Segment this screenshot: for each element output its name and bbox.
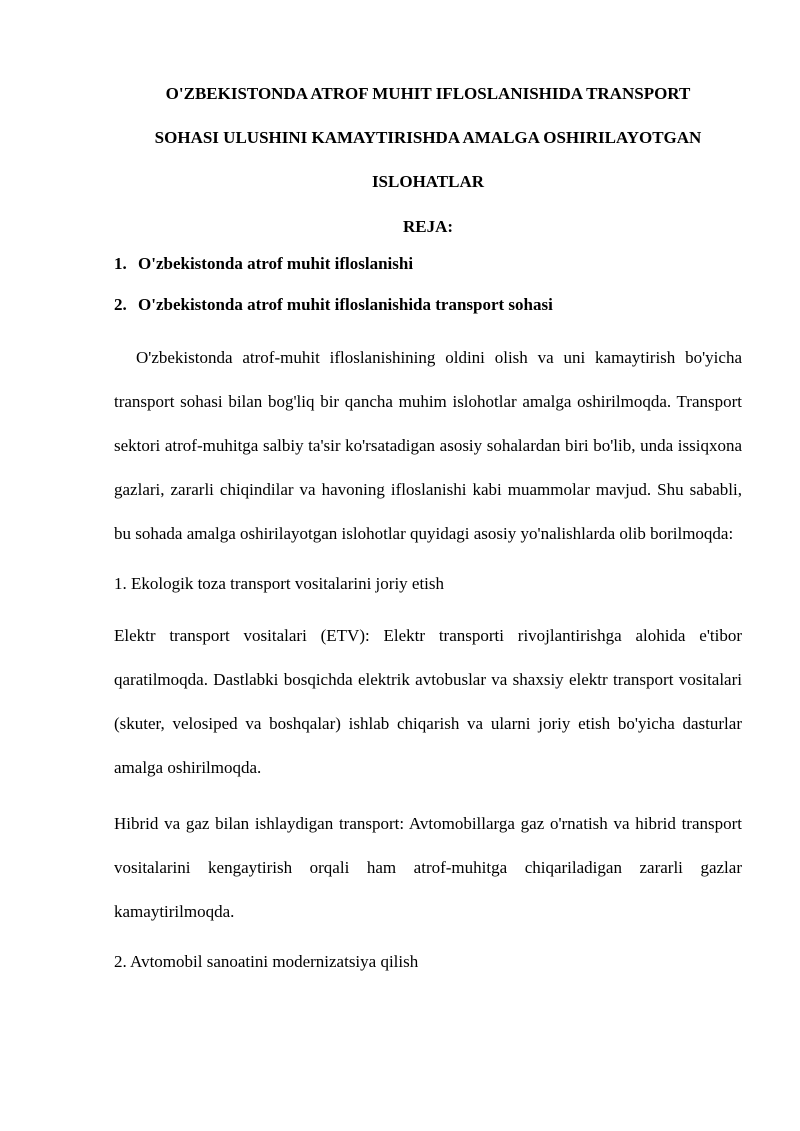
plan-item-number: 1. (114, 254, 127, 273)
plan-item-text: O'zbekistonda atrof muhit ifloslanishida transport sohasi (138, 295, 553, 314)
plan-item (114, 254, 742, 274)
document-title (114, 72, 742, 204)
section-heading: 2. Avtomobil sanoatini modernizatsiya qilish (114, 952, 419, 971)
title-line: SOHASI ULUSHINI KAMAYTIRISHDA AMALGA OSHIRILAYOTGAN (154, 128, 702, 147)
body-paragraph: Hibrid va gaz bilan ishlaydigan transport: Avtomobillarga gaz o'rnatish va hibrid transport vositalarini kengaytirish orqali ham atrof-muhitga chiqariladigan zararli gazlar kamaytirilmoqda. (114, 814, 742, 921)
plan-list (114, 254, 742, 315)
plan-item (114, 295, 742, 315)
title-line: ISLOHATLAR (371, 172, 485, 191)
plan-item-number: 2. (114, 295, 127, 314)
plan-heading: REJA: (402, 217, 454, 236)
intro-paragraph: O'zbekistonda atrof-muhit ifloslanishining oldini olish va uni kamaytirish bo'yicha transport sohasi bilan bog'liq bir qancha muhim islohotlar amalga oshirilmoqda. Transport sektori atrof-muhitga salbiy ta'sir ko'rsatadigan asosiy sohalardan biri bo'lib, unda issiqxona gazlari, zararli chiqindilar va havoning ifloslanishi kabi muammolar mavjud. Shu sababli, bu sohada amalga oshirilayotgan islohotlar quyidagi asosiy yo'nalishlarda olib borilmoqda: (114, 348, 742, 543)
plan-item-text: O'zbekistonda atrof muhit ifloslanishi (138, 254, 414, 273)
title-line: O'ZBEKISTONDA ATROF MUHIT IFLOSLANISHIDA TRANSPORT (165, 84, 691, 103)
section-heading: 1. Ekologik toza transport vositalarini joriy etish (114, 574, 445, 593)
body-paragraph: Elektr transport vositalari (ETV): Elektr transporti rivojlantirishga alohida e'tibor qaratilmoqda. Dastlabki bosqichda elektrik avtobuslar va shaxsiy elektr transport vositalari (skuter, velosiped va boshqalar) ishlab chiqarish va ularni joriy etish bo'yicha dasturlar amalga oshirilmoqda. (114, 626, 742, 777)
document-content (114, 72, 742, 980)
